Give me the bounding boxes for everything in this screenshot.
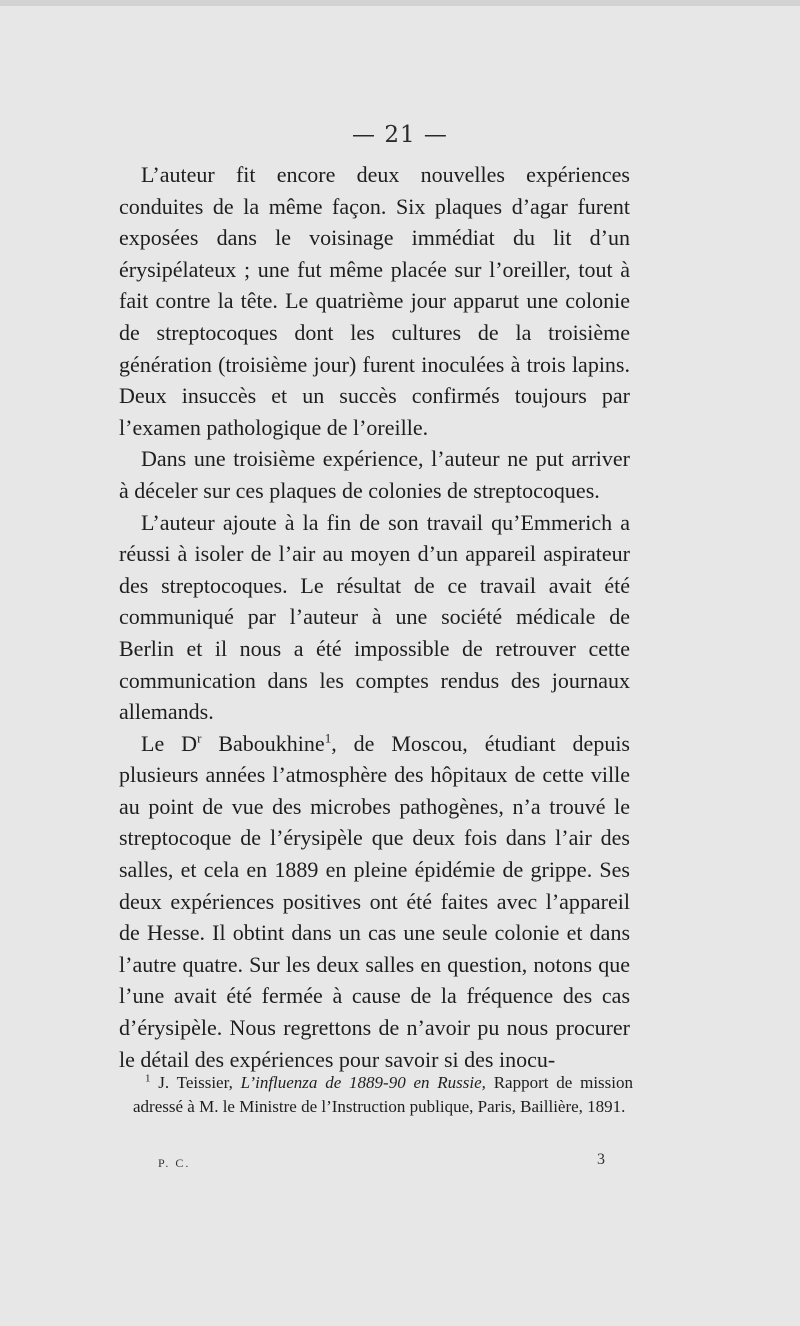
footnote-author: J. Teissier, [150, 1073, 241, 1092]
title-superscript: r [197, 730, 202, 746]
footnote-marker: 1 [145, 1072, 151, 1085]
paragraph-4-name: Baboukhine [201, 730, 325, 756]
paragraph-4-lead: Le D [141, 730, 198, 756]
footnote-title: L’influenza de 1889-90 en Russie, [240, 1073, 486, 1092]
footnote-reference[interactable]: 1 [324, 730, 332, 746]
paragraph-2: Dans une troisième expérience, l’auteur ne put arriver à déceler sur ces plaques de colonies de streptocoques. [119, 446, 630, 503]
paragraph-4-rest: , de Moscou, étudiant depuis plusieurs années l’atmosphère des hôpitaux de cette ville au point de vue des microbes pathogènes, n’a trouvé le streptocoque de l’érysipèle que deux fois dans l’air des salles, et cela en 1889 en pleine épidémie de grippe. Ses deux expériences positives ont été faites avec l’appareil de Hesse. Il obtint dans un cas une seule colonie et dans l’autre quatre. Sur les deux salles en question, notons que l’une avait été fermée à cause de la fréquence des cas d’érysipèle. Nous regrettons de n’avoir pu nous procurer le détail des expériences pour savoir si des inocu- [119, 730, 630, 1072]
paragraph-1: L’auteur fit encore deux nouvelles expériences conduites de la même façon. Six plaques d’agar furent exposées dans le voisinage immédiat du lit d’un érysipélateux ; une fut même placée sur l’oreiller, tout à fait contre la tête. Le quatrième jour apparut une colonie de streptocoques dont les cultures de la troisième génération (troisième jour) furent inoculées à trois lapins. Deux insuccès et un succès confirmés toujours par l’examen pathologique de l’oreille. [119, 162, 630, 440]
footnote [133, 1071, 633, 1119]
paragraph-3: L’auteur ajoute à la fin de son travail qu’Emmerich a réussi à isoler de l’air au moyen d’un appareil aspirateur des streptocoques. Le résultat de ce travail avait été communiqué par l’auteur à une société médicale de Berlin et il nous a été impossible de retrouver cette communication dans les comptes rendus des journaux allemands. [119, 509, 630, 725]
page-edge [0, 0, 800, 6]
signature-mark: P. C. [158, 1156, 191, 1170]
footnote-text [133, 1071, 633, 1119]
signature-number: 3 [597, 1151, 605, 1168]
page-number: — 21 — [352, 122, 448, 148]
body-text [119, 159, 630, 1075]
paragraph-4 [119, 728, 630, 1076]
footnote-rest: Rapport de mission adressé à M. le Ministre de l’Instruction publique, Paris, Baillière, 1891. [133, 1073, 633, 1116]
